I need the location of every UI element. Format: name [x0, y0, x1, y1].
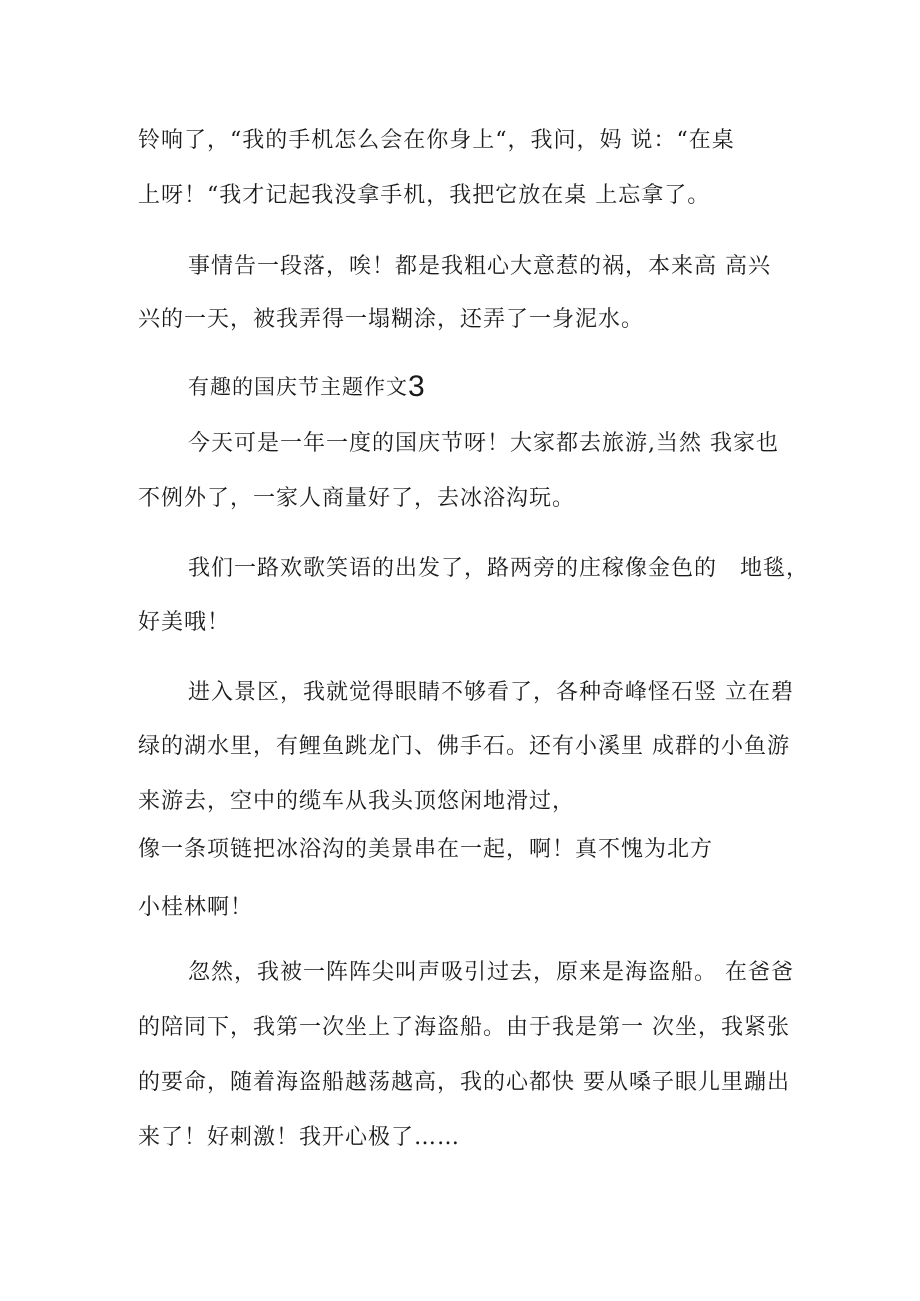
heading-number: 3 [408, 370, 426, 403]
paragraph-5-line-4: 像一条项链把冰浴沟的美景串在一起，啊！真不愧为北方 [138, 837, 714, 862]
paragraph-6-line-2: 的陪同下，我第一次坐上了海盗船。由于我是第一 次坐，我紧张 [138, 1015, 790, 1040]
section-heading [188, 372, 426, 402]
paragraph-6-line-3: 的要命，随着海盗船越荡越高，我的心都快 要从嗓子眼儿里蹦出 [138, 1070, 790, 1095]
paragraph-5-line-5: 小桂林啊！ [138, 895, 254, 920]
paragraph-5-line-1: 进入景区，我就觉得眼睛不够看了，各种奇峰怪石竖 立在碧 [188, 680, 794, 705]
heading-text: 有趣的国庆节主题作文 [188, 375, 408, 399]
paragraph-4-line-1: 我们一路欢歌笑语的出发了，路两旁的庄稼像金色的 地毯， [188, 556, 810, 581]
paragraph-6-line-4: 来了！好刺激！我开心极了…… [138, 1125, 461, 1150]
paragraph-1-line-1: 铃响了，“我的手机怎么会在你身上“，我问，妈 说：“在桌 [138, 128, 735, 153]
paragraph-2-line-2: 兴的一天，被我弄得一塌糊涂，还弄了一身泥水。 [138, 307, 645, 332]
paragraph-3-line-2: 不例外了，一家人商量好了，去冰浴沟玩。 [138, 486, 576, 511]
paragraph-6-line-1: 忽然，我被一阵阵尖叫声吸引过去，原来是海盗船。 在爸爸 [188, 960, 794, 985]
paragraph-5-line-3: 来游去，空中的缆车从我头顶悠闲地滑过， [138, 789, 576, 814]
paragraph-1-line-2: 上呀！“我才记起我没拿手机，我把它放在桌 上忘拿了。 [138, 183, 711, 208]
paragraph-2-line-1: 事情告一段落，唉！都是我粗心大意惹的祸，本来高 高兴 [188, 254, 771, 279]
paragraph-5-line-2: 绿的湖水里，有鲤鱼跳龙门、佛手石。还有小溪里 成群的小鱼游 [138, 734, 790, 759]
paragraph-3-line-1: 今天可是一年一度的国庆节呀！大家都去旅游,当然 我家也 [188, 431, 779, 456]
paragraph-4-line-2: 好美哦！ [138, 610, 231, 635]
